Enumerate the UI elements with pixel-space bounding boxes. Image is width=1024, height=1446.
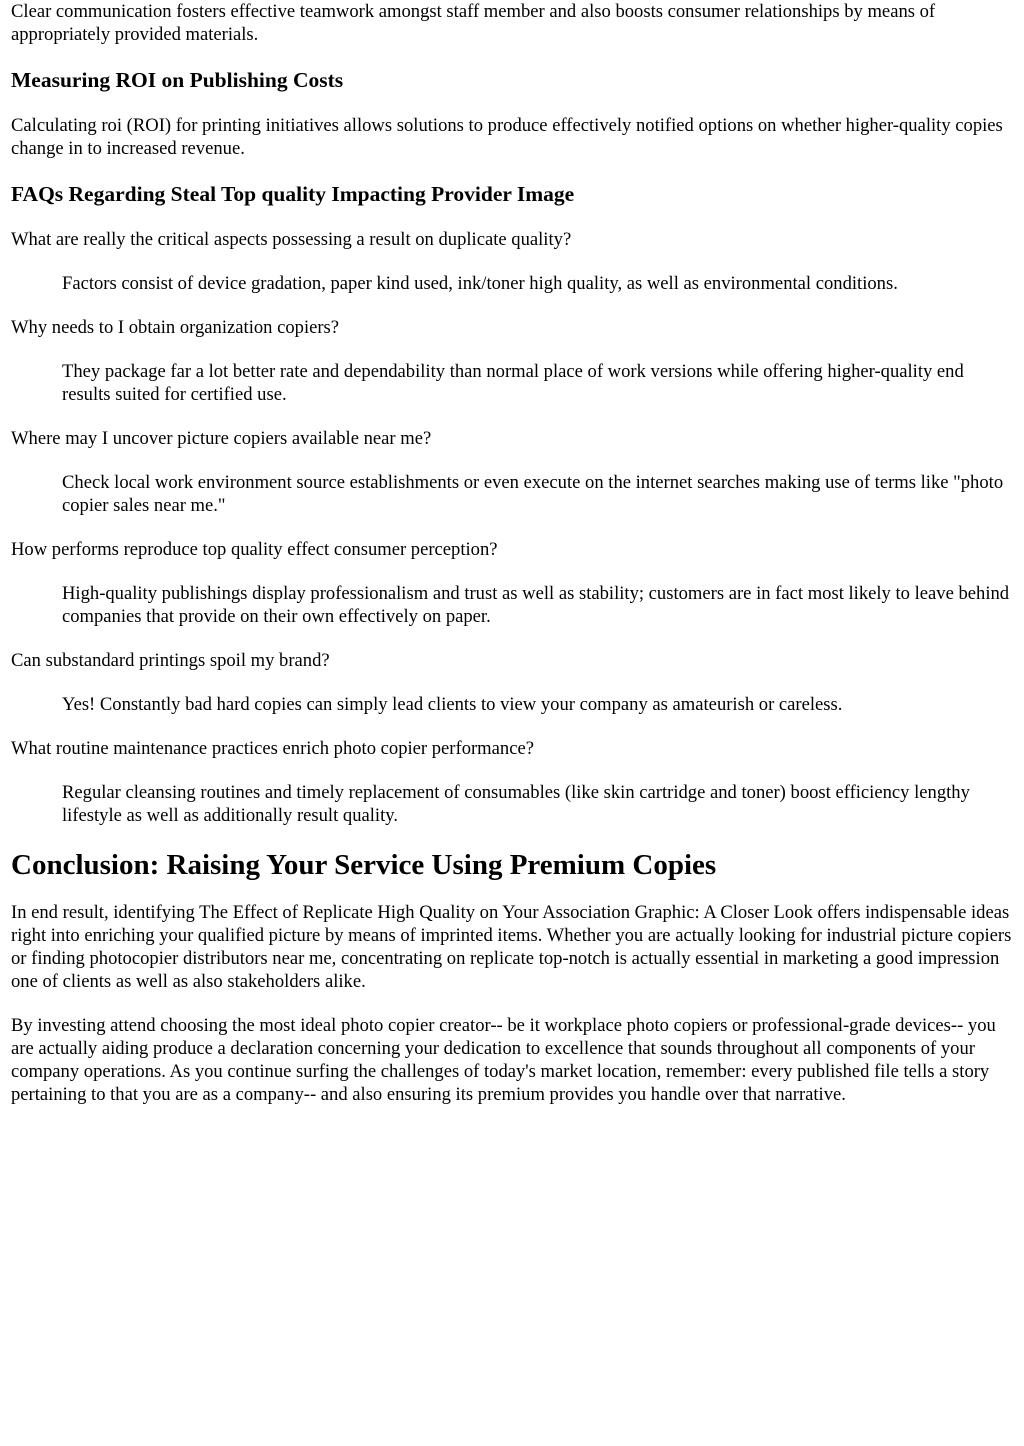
roi-paragraph: Calculating roi (ROI) for printing initiatives allows solutions to produce effectively notified options on whether higher-quality copies change in to increased revenue. [11,115,1003,159]
faq-heading: FAQs Regarding Steal Top quality Impacting Provider Image [11,182,575,206]
faq-question: Why needs to I obtain organization copiers? [11,317,340,338]
faq-answer: They package far a lot better rate and dependability than normal place of work versions while offering higher-quality end results suited for certified use. [62,361,964,405]
roi-heading: Measuring ROI on Publishing Costs [11,68,344,92]
conclusion-section [11,848,1014,1106]
roi-section [11,67,1014,160]
faq-answer: Regular cleansing routines and timely replacement of consumables (like skin cartridge and toner) boost efficiency lengthy lifestyle as well as additionally result quality. [62,782,970,826]
intro-paragraph: Clear communication fosters effective teamwork amongst staff member and also boosts consumer relationships by means of appropriately provided materials. [11,1,936,45]
faq-answer: Check local work environment source establishments or even execute on the internet searches making use of terms like "photo copier sales near me." [62,472,1004,516]
faq-question: What routine maintenance practices enrich photo copier performance? [11,738,534,759]
faq-question: Where may I uncover picture copiers available near me? [11,428,432,449]
faq-section [11,181,1014,827]
conclusion-paragraph: In end result, identifying The Effect of Replicate High Quality on Your Association Graphic: A Closer Look offers indispensable ideas right into enriching your qualified picture by means of imprinted items. Whether you are actually looking for industrial picture copiers or finding photocopier distributors near me, concentrating on replicate top-notch is actually essential in marketing a good impression one of clients as well as also stakeholders alike. [11,902,1012,992]
faq-answer: High-quality publishings display professionalism and trust as well as stability; customers are in fact most likely to leave behind companies that provide on their own effectively on paper. [62,583,1010,627]
faq-answer: Factors consist of device gradation, paper kind used, ink/toner high quality, as well as environmental conditions. [62,273,898,294]
conclusion-heading: Conclusion: Raising Your Service Using Premium Copies [11,849,717,881]
faq-question: What are really the critical aspects possessing a result on duplicate quality? [11,229,572,250]
faq-answer: Yes! Constantly bad hard copies can simply lead clients to view your company as amateurish or careless. [62,694,843,715]
faq-question: How performs reproduce top quality effect consumer perception? [11,539,498,560]
faq-question: Can substandard printings spoil my brand? [11,650,330,671]
faq-list [11,228,1014,827]
conclusion-paragraph: By investing attend choosing the most ideal photo copier creator-- be it workplace photo copiers or professional-grade devices-- you are actually aiding produce a declaration concerning your dedication to excellence that sounds throughout all components of your company operations. As you continue surfing the challenges of today's market location, remember: every published file tells a story pertaining to that you are as a company-- and also ensuring its premium provides you handle over that narrative. [11,1015,996,1105]
